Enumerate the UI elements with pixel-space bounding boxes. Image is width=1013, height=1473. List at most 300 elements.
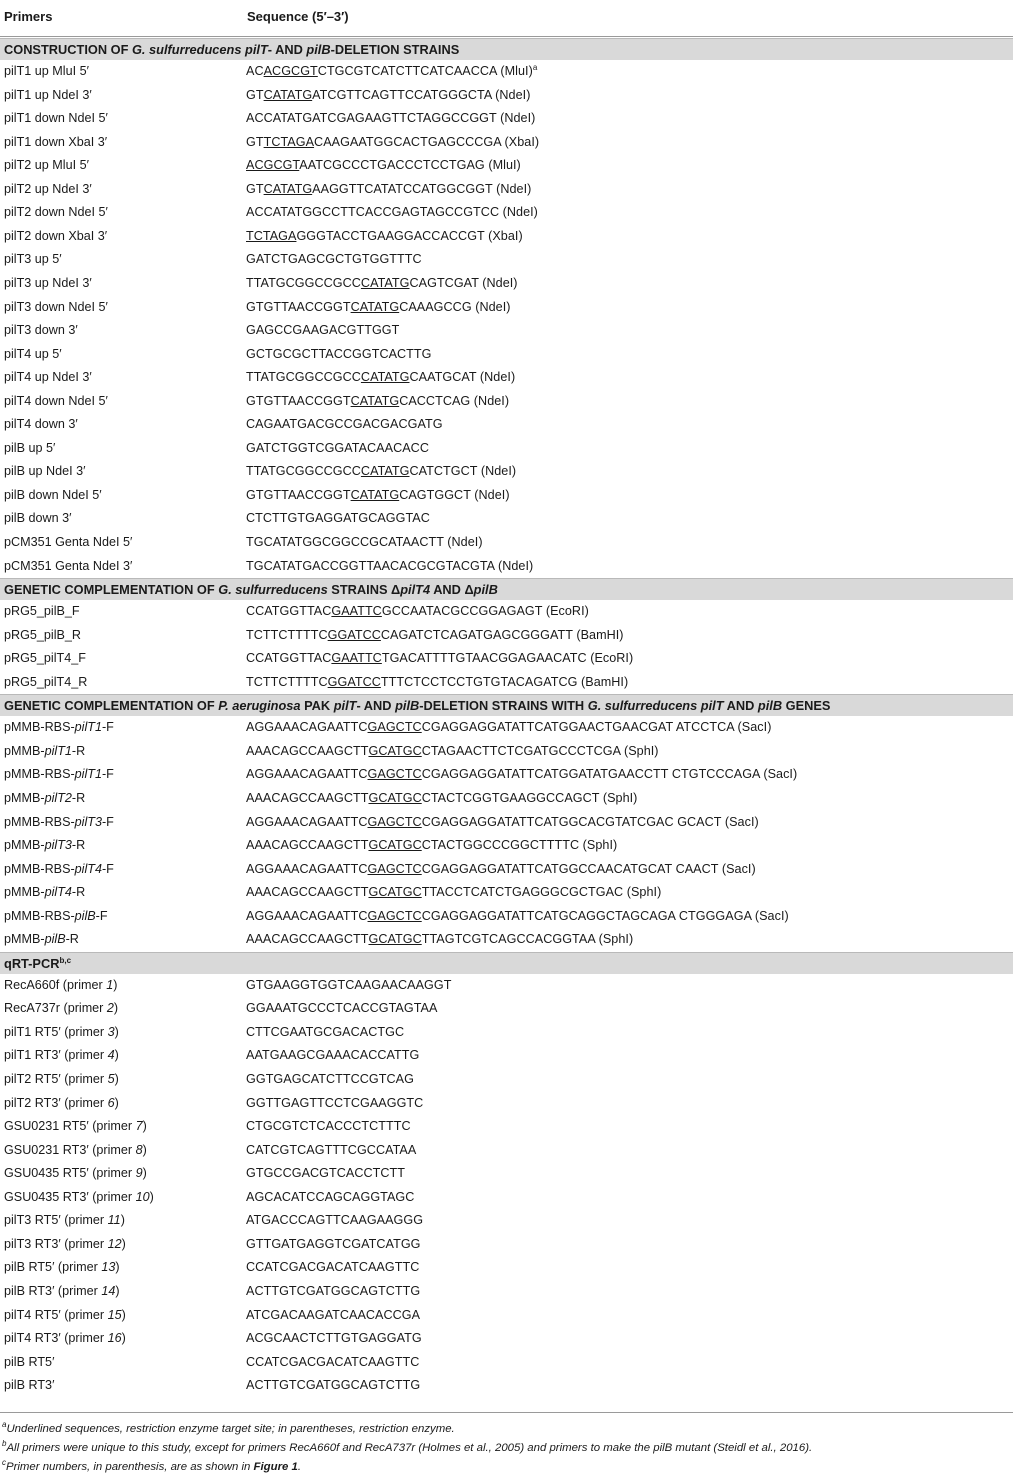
primer-sequence xyxy=(246,319,399,343)
text-segment: AC xyxy=(246,64,264,78)
text-segment: PAK xyxy=(300,698,334,714)
primer-sequence xyxy=(246,905,789,929)
table-row xyxy=(0,1209,1013,1233)
text-segment: pilT3 xyxy=(44,838,72,853)
primer-sequence xyxy=(246,858,756,882)
text-segment: ACGCGT xyxy=(246,158,300,173)
primer-name xyxy=(4,343,62,367)
text-segment: pMMB-RBS- xyxy=(4,861,75,876)
text-segment: AGCACATCCAGCAGGTAGC xyxy=(246,1189,415,1204)
primer-sequence xyxy=(246,834,617,858)
text-segment: AGGAAACAGAATTC xyxy=(246,720,368,735)
text-segment: c xyxy=(2,1458,6,1467)
text-segment: CATATG xyxy=(360,464,410,479)
primer-sequence xyxy=(246,248,422,272)
primer-sequence xyxy=(246,1374,420,1398)
text-segment: pilB xyxy=(395,698,420,714)
text-segment: pRG5_pilB_F xyxy=(4,604,80,619)
text-segment: CATATG xyxy=(360,275,410,290)
table-row xyxy=(0,1351,1013,1375)
text-segment: ) xyxy=(113,1001,119,1016)
table-row xyxy=(0,1044,1013,1068)
text-segment: pilB RT3′ (primer xyxy=(4,1283,102,1298)
text-segment: ) xyxy=(142,1119,147,1134)
primer-name xyxy=(4,1068,119,1092)
text-segment: pilT1 up MluI 5′ xyxy=(4,64,89,78)
primer-name xyxy=(4,1044,119,1068)
primer-sequence xyxy=(246,740,659,764)
text-segment: TTTCTCCTCCTGTGTACAGATCG (BamHI) xyxy=(380,674,629,689)
text-segment: ACGCAACTCTTGTGAGGATG xyxy=(246,1331,422,1346)
primer-name xyxy=(4,131,107,155)
primer-sequence xyxy=(246,366,515,390)
table-row xyxy=(0,154,1013,178)
primer-name xyxy=(4,460,85,484)
table-row xyxy=(0,1304,1013,1328)
primer-sequence xyxy=(246,178,531,202)
text-segment: GAGCTC xyxy=(367,908,422,923)
text-segment: AATGAAGCGAAACACCATTG xyxy=(246,1048,420,1063)
text-segment: AAACAGCCAAGCTT xyxy=(246,838,369,853)
text-segment: CATCTGCT (NdeI) xyxy=(409,464,517,479)
text-segment: CCATCGACGACATCAAGTTC xyxy=(246,1354,420,1369)
footnote xyxy=(2,1420,455,1435)
text-segment: CATATG xyxy=(350,299,400,314)
text-segment: pilT4 RT3′ (primer xyxy=(4,1331,108,1346)
primer-sequence xyxy=(246,1115,411,1139)
table-row xyxy=(0,248,1013,272)
text-segment: ACTTGTCGATGGCAGTCTTG xyxy=(246,1378,421,1393)
table-row xyxy=(0,555,1013,579)
text-segment: ACCATATGATCGAGAAGTTCTAGGCCGGT (NdeI) xyxy=(246,111,536,126)
primer-sequence xyxy=(246,997,437,1021)
table-row xyxy=(0,763,1013,787)
text-segment: CAGATCTCAGATGAGCGGGATT (BamHI) xyxy=(380,627,624,642)
text-segment: -R xyxy=(65,932,79,947)
section-title xyxy=(4,579,498,601)
text-segment: GAGCTC xyxy=(367,767,422,782)
text-segment: GT xyxy=(246,134,264,149)
primer-name xyxy=(4,60,89,84)
text-segment: ) xyxy=(113,977,118,992)
text-segment: TTATGCGGCCGCC xyxy=(246,370,361,385)
text-segment: pilB xyxy=(306,42,331,57)
text-segment: TTATGCGGCCGCC xyxy=(246,464,361,479)
text-segment: CATATG xyxy=(263,181,313,196)
primer-name xyxy=(4,390,108,414)
primer-sequence xyxy=(246,1162,405,1186)
text-segment: GT xyxy=(246,181,264,196)
text-segment: ) xyxy=(115,1283,120,1298)
text-segment: 1 xyxy=(106,977,114,992)
text-segment: pilT1 down XbaI 3′ xyxy=(4,134,108,149)
primer-name xyxy=(4,201,108,225)
text-segment: pilB RT5′ (primer xyxy=(4,1260,102,1275)
text-segment: All primers were unique to this study, except for primers RecA660f and RecA737r (Holmes et al., 2005) and primers to make the pilB mutant (Steidl et al., 2016). xyxy=(6,1442,813,1454)
table-row xyxy=(0,716,1013,740)
text-segment: pilT1 RT3′ (primer xyxy=(4,1048,108,1063)
section-title xyxy=(4,953,71,975)
text-segment: pMMB- xyxy=(4,790,45,805)
text-segment: pilB xyxy=(44,932,66,947)
primer-name xyxy=(4,154,89,178)
primer-name xyxy=(4,531,132,555)
column-header-primers: Primers xyxy=(4,9,53,24)
primer-name xyxy=(4,1209,125,1233)
text-segment: pCM351 Genta NdeI 5′ xyxy=(4,535,133,549)
text-segment: GENES xyxy=(782,698,831,714)
table-row xyxy=(0,460,1013,484)
text-segment: - AND xyxy=(267,42,307,57)
text-segment: 3 xyxy=(107,1024,115,1039)
table-row xyxy=(0,1162,1013,1186)
primer-name xyxy=(4,272,92,296)
text-segment: AGGAAACAGAATTC xyxy=(246,861,368,876)
text-segment: pMMB-RBS- xyxy=(4,720,75,735)
text-segment: 15 xyxy=(107,1307,122,1322)
footnote xyxy=(2,1458,302,1473)
text-segment: CGAGGAGGATATTCATGCAGGCTAGCAGA CTGGGAGA (SacI) xyxy=(421,908,789,923)
text-segment: pilT4 xyxy=(74,861,102,876)
primer-sequence xyxy=(246,296,511,320)
section-title xyxy=(4,39,459,61)
text-segment: -DELETION STRAINS WITH xyxy=(419,698,588,714)
text-segment: -R xyxy=(71,838,86,853)
table-row xyxy=(0,107,1013,131)
text-segment: G. sulfurreducens pilT xyxy=(587,698,724,714)
text-segment: AAACAGCCAAGCTT xyxy=(246,743,369,758)
text-segment: AAACAGCCAAGCTT xyxy=(246,932,369,947)
primer-sequence xyxy=(246,624,624,648)
text-segment: ATGACCCAGTTCAAGAAGGG xyxy=(246,1213,424,1228)
text-segment: pilB xyxy=(74,908,96,923)
primer-sequence xyxy=(246,531,483,555)
table-row xyxy=(0,1186,1013,1210)
table-row xyxy=(0,131,1013,155)
primer-name xyxy=(4,507,71,531)
text-segment: 4 xyxy=(107,1048,115,1063)
primer-name xyxy=(4,1351,54,1375)
primer-name xyxy=(4,858,114,882)
text-segment: pilT2 up MluI 5′ xyxy=(4,158,89,173)
table-row xyxy=(0,201,1013,225)
text-segment: ATCGTTCAGTTCCATGGGCTA (NdeI) xyxy=(312,87,531,102)
text-segment: TTACCTCATCTGAGGGCGCTGAC (SphI) xyxy=(421,885,662,900)
primer-sequence xyxy=(246,928,633,952)
text-segment: -F xyxy=(101,814,114,829)
text-segment: ) xyxy=(120,1213,125,1228)
table-row xyxy=(0,319,1013,343)
table-row xyxy=(0,366,1013,390)
text-segment: pilT1 RT5′ (primer xyxy=(4,1024,108,1039)
text-segment: 13 xyxy=(101,1260,116,1275)
text-segment: pMMB- xyxy=(4,838,45,853)
table-row xyxy=(0,1256,1013,1280)
primer-sequence xyxy=(246,484,510,508)
primer-sequence xyxy=(246,1233,421,1257)
section-heading xyxy=(0,578,1013,600)
primer-sequence xyxy=(246,1068,414,1092)
primer-name xyxy=(4,600,80,624)
text-segment: GCCAATACGCCGGAGAGT (EcoRI) xyxy=(381,604,589,619)
text-segment: -DELETION STRAINS xyxy=(330,42,460,57)
table-row xyxy=(0,531,1013,555)
text-segment: pilB RT5′ xyxy=(4,1354,55,1369)
primer-sequence xyxy=(246,1044,419,1068)
primer-name xyxy=(4,296,108,320)
primer-name xyxy=(4,225,107,249)
primer-sequence xyxy=(246,763,797,787)
primer-name xyxy=(4,1021,119,1045)
text-segment: AGGAAACAGAATTC xyxy=(246,814,368,829)
primer-name xyxy=(4,555,132,579)
primer-name xyxy=(4,248,62,272)
text-segment: 5 xyxy=(107,1072,115,1086)
text-segment: CTACTCGGTGAAGGCCAGCT (SphI) xyxy=(421,790,638,805)
text-segment: ) xyxy=(115,1260,120,1275)
text-segment: CATATG xyxy=(350,487,400,502)
text-segment: GGATCC xyxy=(327,627,381,642)
primer-sequence xyxy=(246,671,628,695)
primer-name xyxy=(4,624,81,648)
primer-name xyxy=(4,178,92,202)
text-segment: GCATGC xyxy=(368,743,422,758)
text-segment: CATCGTCAGTTTCGCCATAA xyxy=(246,1142,417,1157)
text-segment: -F xyxy=(95,908,108,923)
primer-sequence xyxy=(246,460,516,484)
primer-name xyxy=(4,1327,126,1351)
text-segment: a xyxy=(532,63,538,72)
primer-name xyxy=(4,1139,147,1163)
text-segment: AAGGTTCATATCCATGGCGGT (NdeI) xyxy=(312,181,532,196)
primer-name xyxy=(4,787,85,811)
primer-sequence xyxy=(246,437,429,461)
text-segment: CTAGAACTTCTCGATGCCCTCGA (SphI) xyxy=(421,743,659,758)
text-segment: pCM351 Genta NdeI 3′ xyxy=(4,558,133,573)
column-header-sequence: Sequence (5′–3′) xyxy=(247,9,349,24)
primer-name xyxy=(4,484,102,508)
table-footnotes xyxy=(0,1412,1013,1473)
text-segment: GATCTGGTCGGATACAACACC xyxy=(246,440,429,455)
text-segment: pilT4 xyxy=(44,885,72,900)
section-heading xyxy=(0,952,1013,974)
primer-name xyxy=(4,1256,120,1280)
text-segment: pMMB-RBS- xyxy=(4,814,75,829)
text-segment: GGGTACCTGAAGGACCACCGT (XbaI) xyxy=(296,228,523,243)
text-segment: a xyxy=(2,1420,7,1429)
text-segment: b xyxy=(2,1439,7,1448)
text-segment: pMMB-RBS- xyxy=(4,908,75,923)
text-segment: GAGCTC xyxy=(367,861,422,876)
text-segment: G. sulfurreducens xyxy=(218,582,328,598)
text-segment: ) xyxy=(121,1331,126,1346)
text-segment: GCATGC xyxy=(368,885,422,900)
text-segment: TGCATATGGCGGCCGCATAACTT (NdeI) xyxy=(246,535,483,549)
text-segment: CAGTCGAT (NdeI) xyxy=(409,275,518,290)
text-segment: pilT3 up 5′ xyxy=(4,252,62,267)
table-row xyxy=(0,1280,1013,1304)
primer-name xyxy=(4,881,85,905)
primer-sequence xyxy=(246,272,518,296)
text-segment: GCATGC xyxy=(368,838,422,853)
text-segment: GGTGAGCATCTTCCGTCAG xyxy=(246,1072,414,1086)
text-segment: CCATGGTTAC xyxy=(246,604,332,619)
text-segment: CACCTCAG (NdeI) xyxy=(399,393,510,408)
text-segment: GGTTGAGTTCCTCGAAGGTC xyxy=(246,1095,424,1110)
text-segment: ATCGACAAGATCAACACCGA xyxy=(246,1307,421,1322)
text-segment: CAGTGGCT (NdeI) xyxy=(399,487,510,502)
text-segment: AAACAGCCAAGCTT xyxy=(246,790,369,805)
table-row xyxy=(0,84,1013,108)
text-segment: pilT4 xyxy=(400,582,431,598)
table-row xyxy=(0,811,1013,835)
primer-sequence xyxy=(246,1256,419,1280)
table-row xyxy=(0,1068,1013,1092)
text-segment: CATATG xyxy=(360,370,410,385)
table-row xyxy=(0,740,1013,764)
table-row xyxy=(0,296,1013,320)
text-segment: 16 xyxy=(107,1331,122,1346)
text-segment: AND Δ xyxy=(430,582,474,598)
primer-name xyxy=(4,84,92,108)
text-segment: GTGTTAACCGGT xyxy=(246,299,351,314)
text-segment: GSU0435 RT3′ (primer xyxy=(4,1189,136,1204)
text-segment: Underlined sequences, restriction enzyme target site; in parentheses, restriction enzyme. xyxy=(6,1423,455,1435)
text-segment: AGGAAACAGAATTC xyxy=(246,767,368,782)
text-segment: -F xyxy=(101,861,114,876)
primer-sequence xyxy=(246,600,589,624)
text-segment: pilT2 RT5′ (primer xyxy=(4,1072,108,1086)
table-row xyxy=(0,881,1013,905)
primer-sequence xyxy=(246,974,451,998)
text-segment: pilT2 xyxy=(44,790,72,805)
text-segment: TTAGTCGTCAGCCACGGTAA (SphI) xyxy=(421,932,634,947)
primer-sequence xyxy=(246,881,661,905)
text-segment: GSU0435 RT5′ (primer xyxy=(4,1166,136,1181)
section-heading xyxy=(0,694,1013,716)
text-segment: pilB xyxy=(473,582,498,598)
primer-sequence xyxy=(246,60,537,84)
text-segment: ) xyxy=(149,1189,154,1204)
primer-sequence xyxy=(246,131,539,155)
text-segment: GSU0231 RT5′ (primer xyxy=(4,1119,136,1134)
text-segment: CGAGGAGGATATTCATGGAACTGAACGAT ATCCTCA (SacI) xyxy=(421,720,772,735)
text-segment: TTATGCGGCCGCC xyxy=(246,275,361,290)
text-segment: pMMB-RBS- xyxy=(4,767,75,782)
text-segment: ) xyxy=(114,1095,119,1110)
text-segment: pilT3 down NdeI 5′ xyxy=(4,299,108,314)
primer-sequence xyxy=(246,1092,423,1116)
text-segment: GTGCCGACGTCACCTCTT xyxy=(246,1166,406,1181)
text-segment: Primer numbers, in parenthesis, are as shown in xyxy=(6,1461,254,1473)
primer-name xyxy=(4,928,79,952)
text-segment: pilT4 up 5′ xyxy=(4,346,62,361)
primer-sequence xyxy=(246,1186,414,1210)
text-segment: Figure 1 xyxy=(253,1461,298,1473)
text-segment: TGCATATGACCGGTTAACACGCGTACGTA (NdeI) xyxy=(246,558,534,573)
text-segment: GTTGATGAGGTCGATCATGG xyxy=(246,1236,421,1251)
text-segment: pRG5_pilB_R xyxy=(4,627,82,642)
primer-name xyxy=(4,740,85,764)
text-segment: GENETIC COMPLEMENTATION OF xyxy=(4,698,219,714)
text-segment: -F xyxy=(101,720,114,735)
text-segment: pilT4 RT5′ (primer xyxy=(4,1307,108,1322)
text-segment: 11 xyxy=(107,1213,121,1228)
text-segment: pMMB- xyxy=(4,743,45,758)
table-header xyxy=(0,0,1013,37)
primer-sequence xyxy=(246,154,521,178)
text-segment: CAGAATGACGCCGACGACGATG xyxy=(246,417,443,432)
primer-sequence xyxy=(246,1280,420,1304)
text-segment: CGAGGAGGATATTCATGGATATGAACCTT CTGTCCCAGA (SacI) xyxy=(421,767,798,782)
primer-sequence xyxy=(246,811,759,835)
text-segment: pilB xyxy=(757,698,783,714)
text-segment: CCATGGTTAC xyxy=(246,651,332,666)
text-segment: pilT1 up NdeI 3′ xyxy=(4,87,92,102)
text-segment: pilT xyxy=(333,698,357,714)
table-row xyxy=(0,343,1013,367)
text-segment: CONSTRUCTION OF xyxy=(4,42,132,57)
text-segment: ) xyxy=(114,1072,119,1086)
table-row xyxy=(0,1092,1013,1116)
table-row xyxy=(0,928,1013,952)
table-row xyxy=(0,1139,1013,1163)
text-segment: ) xyxy=(142,1142,147,1157)
footnote xyxy=(2,1439,813,1454)
text-segment: qRT-PCR xyxy=(4,955,60,971)
primer-name xyxy=(4,671,87,695)
primer-sequence xyxy=(246,343,432,367)
text-segment: 10 xyxy=(135,1189,150,1204)
text-segment: GENETIC COMPLEMENTATION OF xyxy=(4,582,219,598)
text-segment: CAATGCAT (NdeI) xyxy=(409,370,516,385)
primer-sequence xyxy=(246,201,538,225)
text-segment: GT xyxy=(246,87,264,102)
primer-name xyxy=(4,319,78,343)
text-segment: pMMB- xyxy=(4,932,45,947)
table-row xyxy=(0,974,1013,998)
text-segment: pilT3 RT3′ (primer xyxy=(4,1236,108,1251)
text-segment: TGACATTTTGTAACGGAGAACATC (EcoRI) xyxy=(381,651,634,666)
text-segment: ) xyxy=(121,1307,126,1322)
text-segment: GAGCTC xyxy=(367,814,422,829)
primer-name xyxy=(4,1092,119,1116)
text-segment: -R xyxy=(71,743,86,758)
text-segment: CGAGGAGGATATTCATGGCCAACATGCAT CAACT (SacI) xyxy=(421,861,756,876)
section-heading xyxy=(0,38,1013,60)
table-row xyxy=(0,437,1013,461)
primer-name xyxy=(4,437,55,461)
primer-name xyxy=(4,716,114,740)
text-segment: CAAGAATGGCACTGAGCCCGA (XbaI) xyxy=(314,134,540,149)
table-row xyxy=(0,60,1013,84)
table-row xyxy=(0,624,1013,648)
text-segment: GGATCC xyxy=(327,674,381,689)
text-segment: 6 xyxy=(107,1095,115,1110)
text-segment: 2 xyxy=(106,1001,114,1016)
text-segment: GCATGC xyxy=(368,790,422,805)
primer-name xyxy=(4,834,85,858)
primer-sequence xyxy=(246,507,430,531)
text-segment: GAATTC xyxy=(331,604,382,619)
primer-sequence xyxy=(246,716,771,740)
text-segment: pilT4 down NdeI 5′ xyxy=(4,393,108,408)
table-row xyxy=(0,647,1013,671)
text-segment: RecA660f (primer xyxy=(4,977,107,992)
text-segment: GAGCTC xyxy=(367,720,422,735)
text-segment: -F xyxy=(101,767,114,782)
primer-name xyxy=(4,1280,120,1304)
